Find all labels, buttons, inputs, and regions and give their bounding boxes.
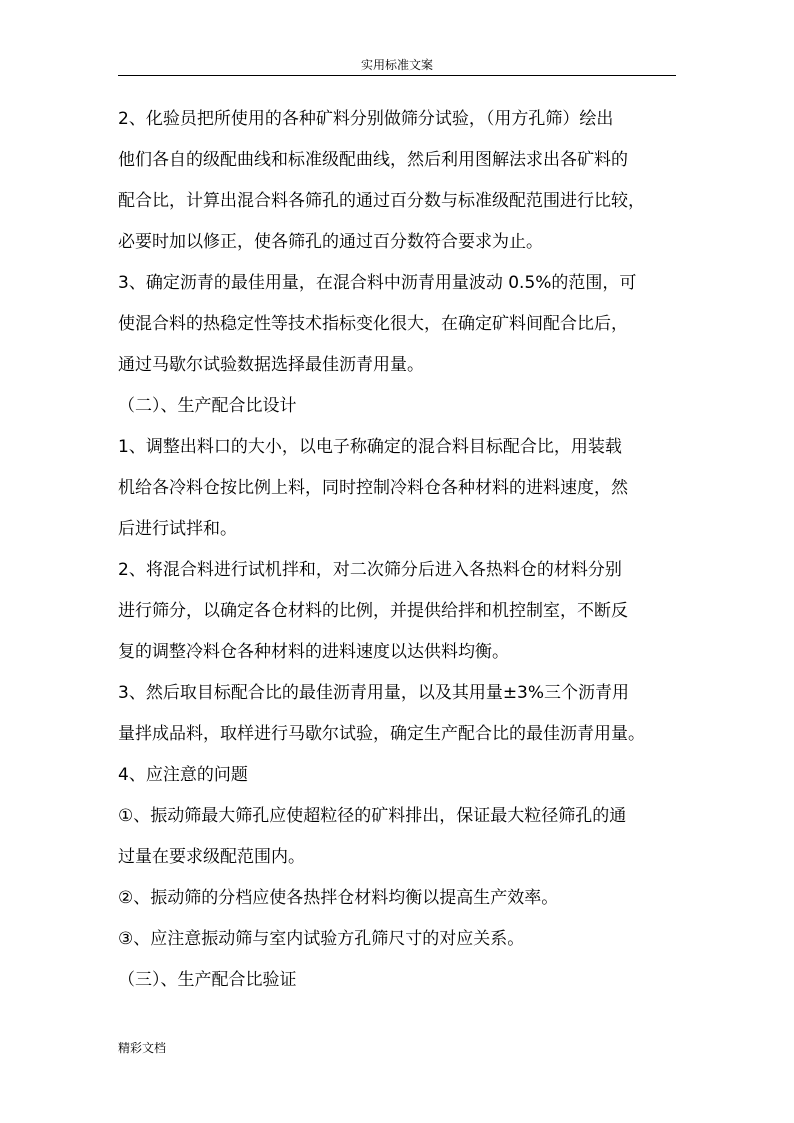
body-line: 机给各冷料仓按比例上料，同时控制冷料仓各种材料的进料速度，然 <box>118 478 628 498</box>
body-line: 使混合料的热稳定性等技术指标变化很大，在确定矿料间配合比后， <box>118 314 628 334</box>
section-heading: （三）、生产配合比验证 <box>118 970 297 990</box>
body-line: 进行筛分，以确定各仓材料的比例，并提供给拌和机控制室，不断反 <box>118 601 628 621</box>
body-line: ②、振动筛的分档应使各热拌仓材料均衡以提高生产效率。 <box>118 888 559 908</box>
body-line: 他们各自的级配曲线和标准级配曲线，然后利用图解法求出各矿料的 <box>118 150 628 170</box>
body-line: 4、应注意的问题 <box>118 765 248 785</box>
body-line: 通过马歇尔试验数据选择最佳沥青用量。 <box>118 355 424 375</box>
page-footer-text: 精彩文档 <box>118 1041 167 1055</box>
body-line: 2、将混合料进行试机拌和，对二次筛分后进入各热料仓的材料分别 <box>118 560 622 580</box>
header-divider <box>118 75 676 76</box>
body-line: ①、振动筛最大筛孔应使超粒径的矿料排出，保证最大粒径筛孔的通 <box>118 806 627 826</box>
body-line: 后进行试拌和。 <box>118 519 237 539</box>
body-line: 1、调整出料口的大小，以电子称确定的混合料目标配合比，用装载 <box>118 437 622 457</box>
section-heading: （二）、生产配合比设计 <box>118 396 297 416</box>
body-line: 必要时加以修正，使各筛孔的通过百分数符合要求为止。 <box>118 232 543 252</box>
body-line: 复的调整冷料仓各种材料的进料速度以达供料均衡。 <box>118 642 509 662</box>
body-line: 2、化验员把所使用的各种矿料分别做筛分试验，（用方孔筛）绘出 <box>118 109 614 129</box>
page-header-title: 实用标准文案 <box>360 58 433 72</box>
document-body <box>118 99 678 1001</box>
body-line: 量拌成品料，取样进行马歇尔试验，确定生产配合比的最佳沥青用量。 <box>118 724 645 744</box>
body-line: 过量在要求级配范围内。 <box>118 847 305 867</box>
body-line: 配合比，计算出混合料各筛孔的通过百分数与标准级配范围进行比较， <box>118 191 645 211</box>
body-line: ③、应注意振动筛与室内试验方孔筛尺寸的对应关系。 <box>118 929 525 949</box>
body-line: 3、确定沥青的最佳用量，在混合料中沥青用量波动 0.5%的范围，可 <box>118 273 637 293</box>
body-line: 3、然后取目标配合比的最佳沥青用量，以及其用量±3%三个沥青用 <box>118 683 630 703</box>
